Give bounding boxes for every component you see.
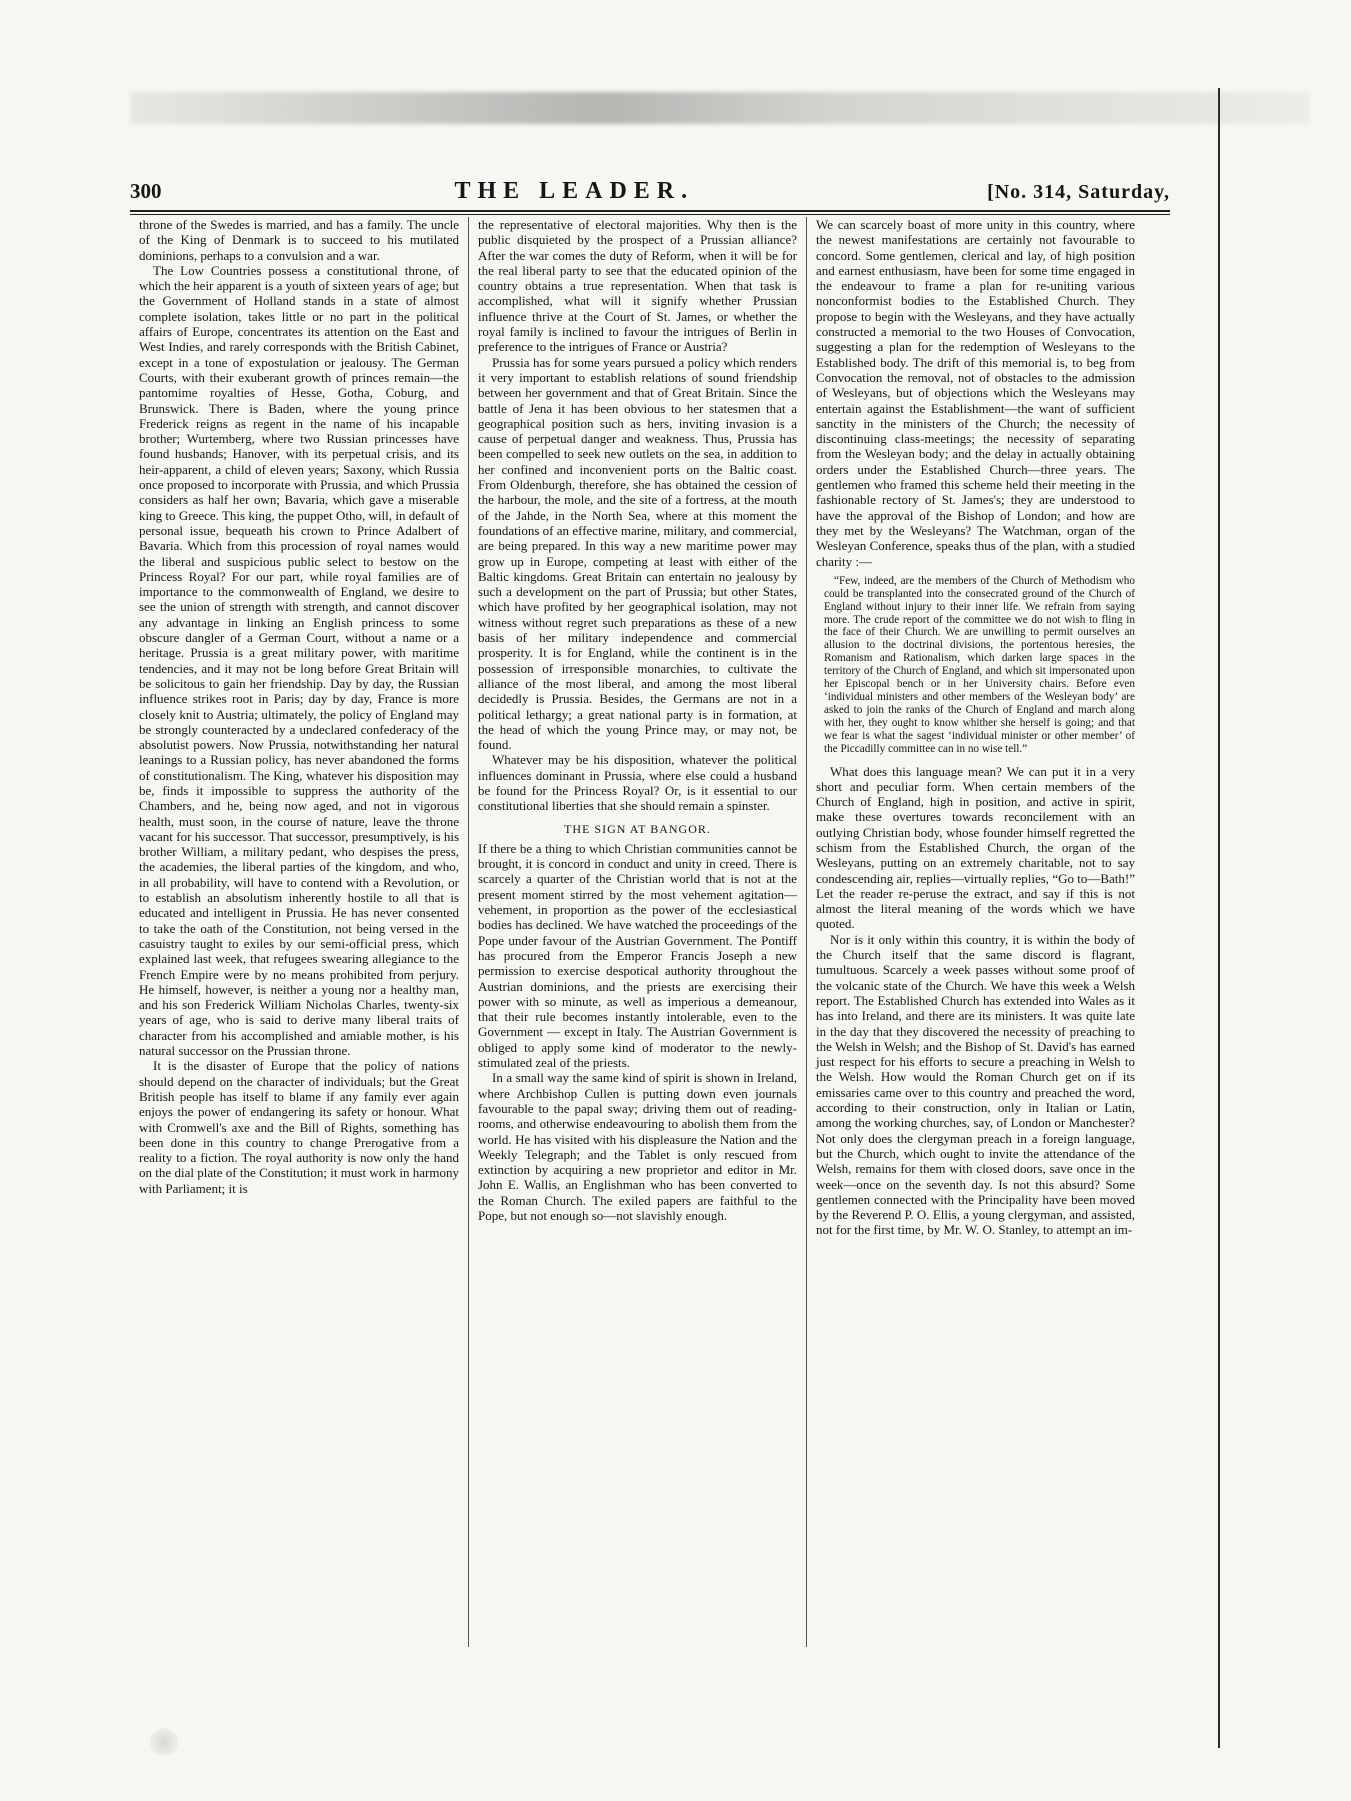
block-quote: “Few, indeed, are the members of the Church of Methodism who could be transplanted into the consecrated ground of the Church of England without injury to their inner life. We refrain from saying more. The crude report of the committee we do not wish to fling in the face of their Church. We are unwilling to permit ourselves an allusion to the doctrinal divisions, the portentous heresies, the Romanism and Rationalism, which darken large spaces in the territory of the Church of England, and which sit impersonated upon her Episcopal bench or in her University chairs. Before even ‘individual ministers and other members of the Wesleyan body’ are asked to join the ranks of the Church of England and march along with her, they ought to know whither she herself is going; and that we fear is what the sagest ‘individual minister or other member’ of the Piccadilly committee can in no wise tell.”: [824, 574, 1135, 755]
paragraph: We can scarcely boast of more unity in this country, where the newest manifestations are certainly not favourable to concord. Some gentlemen, clerical and lay, of high position and earnest enthusiasm, have been for some time engaged in the endeavour to frame a plan for re-uniting various nonconformist bodies to the Established Church. They propose to begin with the Wesleyans, and they have actually constructed a memorial to the two Houses of Convocation, suggesting a plan for the redemption of Wesleyans to the Established body. The drift of this memorial is, to beg from Convocation the removal, not of obstacles to the admission of Wesleyans, but of objections which the Wesleyans may entertain against the Establishment—the want of sufficient sanctity in the ministers of the Church; the necessity of discontinuing class-meetings; the necessity of separating from the Wesleyan body; and the delay in actually obtaining orders under the Established Church—three years. The gentlemen who framed this scheme held their meeting in the fashionable rectory of St. James's; they are understood to have the approval of the Bishop of London; and how are they met by the Wesleyans? The Watchman, organ of the Wesleyan Conference, speaks thus of the plan, with a studied charity :—: [816, 217, 1135, 569]
page-header: [130, 178, 1170, 212]
column-2: [468, 217, 806, 1647]
scan-smudge: [130, 92, 1310, 124]
issue-label: [No. 314, Saturday,: [987, 181, 1170, 203]
paragraph: Nor is it only within this country, it is within the body of the Church itself that the same discord is flagrant, tumultuous. Scarcely a week passes without some proof of the volcanic state of the Church. We have this week a Welsh report. The Established Church has extended into Wales as it has into Ireland, and there are its ministers. It was quite late in the day that they discovered the necessity of preaching to the Welsh in Welsh; and the Bishop of St. David's has earned just respect for his efforts to secure a preaching in Welsh to the Welsh. How would the Roman Church get on if its emissaries came over to this country and preached the word, according to their construction, only in Italian or Latin, among the working churches, say, of London or Manchester? Not only does the clergyman preach in a foreign language, but the Church, which ought to invite the attendance of the Welsh, remains for them with closed doors, save once in the week—once on the seventh day. Is not this absurd? Some gentlemen connected with the Principality have been moved by the Reverend P. O. Ellis, a young clergyman, and assisted, not for the first time, by Mr. W. O. Stanley, to attempt an im-: [816, 931, 1135, 1238]
scan-mark: [150, 1728, 178, 1756]
paragraph: What does this language mean? We can put it in a very short and peculiar form. When certain members of the Church of England, high in position, and active in spirit, make these overtures towards reconcilement with an outlying Christian body, whose founder himself regretted the schism from the Established Church, the organ of the Wesleyans, putting on an extremely charitable, not to say condescending air, replies—virtually replies, “Go to—Bath!” Let the reader re-peruse the extract, and say if this is not almost the literal meaning of the words which we have quoted.: [816, 763, 1135, 932]
header-rule: [130, 210, 1170, 215]
page-number: 300: [130, 179, 162, 203]
section-heading: THE SIGN AT BANGOR.: [564, 821, 711, 836]
page-edge-line: [1218, 88, 1220, 1748]
article-columns: [130, 217, 1170, 1647]
paragraph: throne of the Swedes is married, and has a family. The uncle of the King of Denmark is to succeed to his mutilated dominions, perhaps to a convulsion and a war.: [139, 217, 459, 263]
paragraph: If there be a thing to which Christian communities cannot be brought, it is concord in conduct and unity in creed. There is scarcely a quarter of the Christian world that is not at the present moment stirred by the most vehement agitation—vehement, in proportion as the power of the ecclesiastical bodies has declined. We have watched the proceedings of the Pope under favour of the Austrian Government. The Pontiff has procured from the Emperor Francis Joseph a new permission to exercise despotical authority throughout the Austrian dominions, and the priests are exercising their power with so minute, as well as imperious a demeanour, that their rule becomes instantly intolerable, even to the Government — except in Italy. The Austrian Government is obliged to apply some kind of moderator to the newly-stimulated zeal of the priests.: [478, 840, 797, 1071]
paragraph: It is the disaster of Europe that the policy of nations should depend on the character of individuals; but the Great British people has itself to blame if any family ever again enjoys the power of endangering its safety or honour. What with Cromwell's axe and the Bill of Rights, something has been done in this country to change Prerogative from a reality to a fiction. The royal authority is now only the hand on the dial plate of the Constitution; it must work in harmony with Parliament; it is: [139, 1058, 459, 1196]
masthead-title: THE LEADER.: [454, 178, 695, 204]
column-1: [130, 217, 468, 1647]
paragraph: Whatever may be his disposition, whatever the political influences dominant in Prussia, where else could a husband be found for the Princess Royal? Or, is it essential to our constitutional liberties that she should remain a spinster.: [478, 752, 797, 814]
paragraph: The Low Countries possess a constitutional throne, of which the heir apparent is a youth of sixteen years of age; but the Government of Holland stands in a state of almost complete isolation, takes little or no part in the political affairs of Europe, concentrates its attention on the East and West Indies, and rarely corresponds with the British Cabinet, except in a tone of expostulation or jealousy. The German Courts, with their exuberant growth of princes remain—the pantomime royalties of Hesse, Gotha, Coburg, and Brunswick. There is Baden, where the young prince Frederick reigns as regent in the name of his incapable brother; Wurtemberg, where two Russian princesses have found husbands; Hanover, with its perpetual crisis, and its heir-apparent, a child of eleven years; Saxony, which Russia once proposed to incorporate with Prussia, and which Prussia considers as half her own; Bavaria, which gave a miserable king to Greece. This king, the puppet Otho, will, in default of personal issue, bequeath his crown to Prince Adalbert of Bavaria. Which from this procession of royal names would the liberal and suspicious public select to bestow on the Princess Royal? For our part, while royal families are of importance to the commonwealth of England, we desire to see the union of strength with strength, and cannot discover any advantage in linking an English princess to some obscure dangler of a German Court, without a name or a heritage. Prussia is a great military power, with maritime tendencies, and it may not be long before Great Britain will be solicitous to gain her friendship. Day by day, the Russian influence strikes root in Paris; day by day, France is more closely knit to Austria; ultimately, the policy of England may be strongly counteracted by a undeclared confederacy of the absolutist powers. Now Prussia, notwithstanding her natural leanings to a Russian policy, has never abandoned the forms of constitutionalism. The King, whatever his disposition may be, finds it impossible to suppress the authority of the Chambers, and he, being now aged, and not in vigorous health, must soon, in the course of nature, leave the throne vacant for his successor. That successor, presumptively, is his brother William, a military pedant, who despises the press, the academies, the liberal parties of the kingdom, and who, in all probability, will have to contend with a Revolution, or to establish an absolutism inherently hostile to all that is educated and intelligent in Prussia. He has never consented to take the oath of the Constitution, not being versed in the casuistry taught to exiles by our semi-official press, which explained last week, that refugees swearing allegiance to the French Empire were by no means prohibited from perjury. He himself, however, is neither a young nor a healthy man, and his son Frederick William Nicholas Charles, twenty-six years of age, who is said to derive many liberal traits of character from his accomplished and amiable mother, is his natural successor on the Prussian throne.: [139, 262, 459, 1059]
paragraph: the representative of electoral majorities. Why then is the public disquieted by the prospect of a Prussian alliance? After the war comes the duty of Reform, when it will be for the real liberal party to see that the educated opinion of the country obtains a true representation. When that task is accomplished, what will it signify whether Prussian influence thrive at the Court of St. James, or whether the royal family is inclined to favour the intrigues of Berlin in preference to the intrigues of France or Austria?: [478, 217, 797, 355]
column-3: [806, 217, 1144, 1647]
paragraph: Prussia has for some years pursued a policy which renders it very important to establish relations of sound friendship between her government and that of Great Britain. Since the battle of Jena it has been obvious to her statesmen that a geographical position such as hers, inviting invasion is a cause of perpetual danger and weakness. Thus, Prussia has been compelled to seek new outlets on the sea, in addition to her confined and inconvenient ports on the Baltic coast. From Oldenburgh, therefore, she has obtained the cession of the harbour, the mole, and the site of a fortress, at the mouth of the Jahde, in the North Sea, where at this moment the foundations of an effective marine, military, and commercial, are being prepared. In this way a new maritime power may grow up in Europe, competing at least with either of the Baltic kingdoms. Great Britain can entertain no jealousy by such a development on the part of Prussia; but other States, which have profited by her geographical isolation, may not witness without regret such preparations as these of a new basis of her military independence and commercial prosperity. It is for England, while the continent is in the possession of irresponsible monarchies, to cultivate the alliance of the most liberal, and among the most liberal decidedly is Prussia. Besides, the Germans are not in a political lethargy; a great national party is in formation, at the head of which the young Prince may, or may not, be found.: [478, 354, 797, 753]
paragraph: In a small way the same kind of spirit is shown in Ireland, where Archbishop Cullen is putting down even journals favourable to the papal sway; driving them out of reading-rooms, and otherwise endeavouring to abolish them from the world. He has visited with his displeasure the Nation and the Weekly Telegraph; and the Tablet is only rescued from extinction by acquiring a new proprietor and editor in Mr. John E. Wallis, an Englishman who has been converted to the Roman Church. The exiled papers are faithful to the Pope, but not enough so—not slavishly enough.: [478, 1070, 797, 1223]
